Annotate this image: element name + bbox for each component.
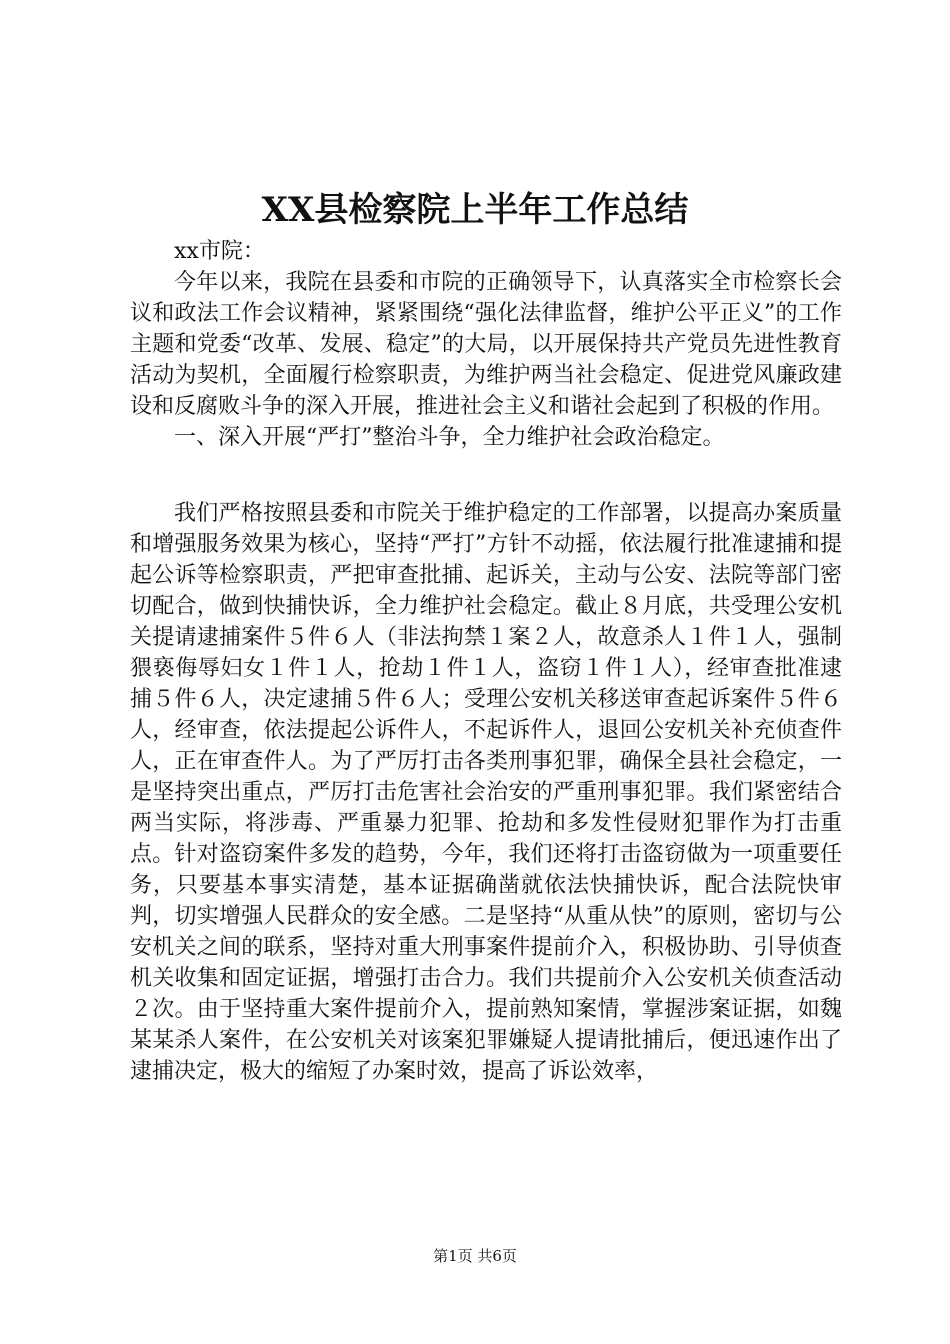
intro-paragraph: 今年以来，我院在县委和市院的正确领导下，认真落实全市检察长会议和政法工作会议精神，紧紧围绕“强化法律监督，维护公平正义”的工作主题和党委“改革、发展、稳定”的大局，以开展保持共产党员先进性教育活动为契机，全面履行检察职责，为维护两当社会稳定、促进党风廉政建设和反腐败斗争的深入开展，推进社会主义和谐社会起到了积极的作用。	[130, 270, 842, 419]
paragraph-spacer	[130, 453, 842, 498]
page-number-footer: 第1页 共6页	[433, 1247, 517, 1265]
addressee: xx市院：	[174, 239, 265, 264]
section-body-paragraph: 我们严格按照县委和市院关于维护稳定的工作部署，以提高办案质量和增强服务效果为核心，坚持“严打”方针不动摇，依法履行批准逮捕和提起公诉等检察职责，严把审查批捕、起诉关，主动与公安、法院等部门密切配合，做到快捕快诉，全力维护社会稳定。截止８月底，共受理公安机关提请逮捕案件５件６人（非法拘禁１案２人，故意杀人１件１人，强制猥亵侮辱妇女１件１人，抢劫１件１人，盗窃１件１人），经审查批准逮捕５件６人，决定逮捕５件６人；受理公安机关移送审查起诉案件５件６人，经审查，依法提起公诉件人，不起诉件人，退回公安机关补充侦查件人，正在审查件人。为了严厉打击各类刑事犯罪，确保全县社会稳定，一是坚持突出重点，严厉打击危害社会治安的严重刑事犯罪。我们紧密结合两当实际，将涉毒、严重暴力犯罪、抢劫和多发性侵财犯罪作为打击重点。针对盗窃案件多发的趋势，今年，我们还将打击盗窃做为一项重要任务，只要基本事实清楚，基本证据确凿就依法快捕快诉，配合法院快审判，切实增强人民群众的安全感。二是坚持“从重从快”的原则，密切与公安机关之间的联系，坚持对重大刑事案件提前介入，积极协助、引导侦查机关收集和固定证据，增强打击合力。我们共提前介入公安机关侦查活动２次。由于坚持重大案件提前介入，提前熟知案情，掌握涉案证据，如魏某某杀人案件，在公安机关对该案犯罪嫌疑人提请批捕后，便迅速作出了逮捕决定，极大的缩短了办案时效，提高了诉讼效率，	[130, 501, 842, 1084]
section-heading: 一、深入开展“严打”整治斗争，全力维护社会政治稳定。	[174, 425, 725, 450]
document-title: XX县检察院上半年工作总结	[261, 190, 689, 230]
document-body	[130, 236, 842, 1087]
